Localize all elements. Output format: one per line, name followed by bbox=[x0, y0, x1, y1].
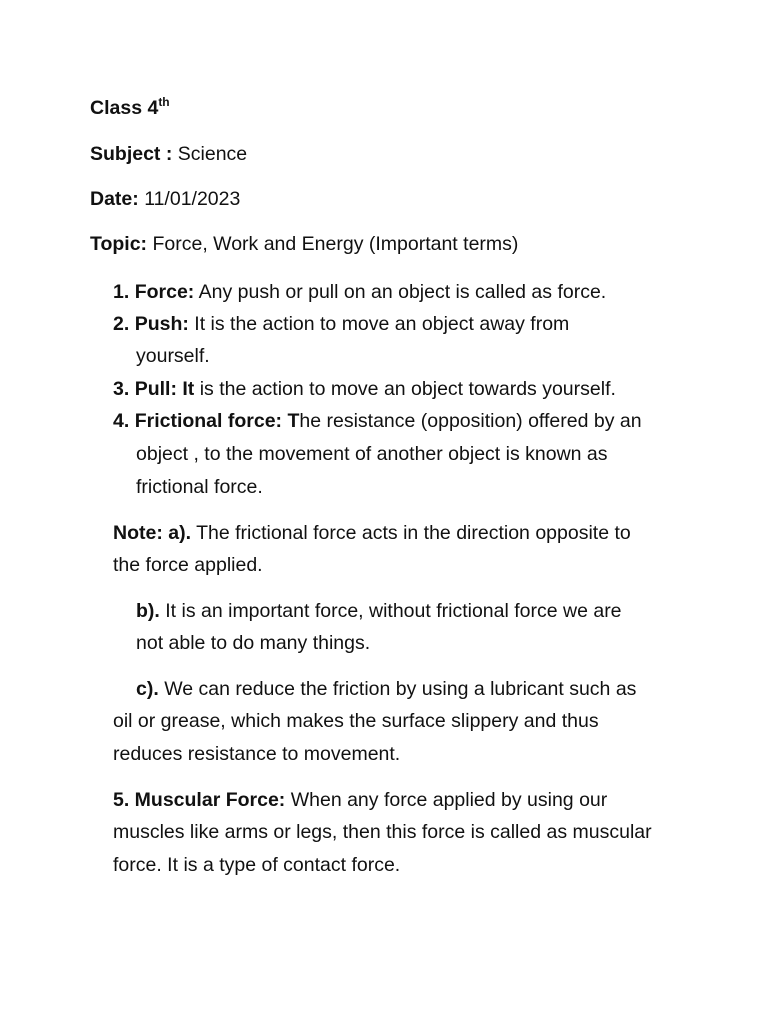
subject-label: Subject : bbox=[90, 143, 173, 165]
item-term: Pull: It bbox=[134, 378, 195, 400]
class-line bbox=[90, 96, 170, 120]
item-term: Force: bbox=[134, 281, 195, 303]
item-text: Any push or pull on an object is called as force. bbox=[198, 281, 607, 303]
item-term: Frictional force: T bbox=[134, 410, 300, 432]
note-b-text: It is an important force, without frictional force we are bbox=[165, 600, 622, 622]
date-label: Date: bbox=[90, 188, 139, 210]
item-number: 3. bbox=[113, 378, 130, 400]
muscular-continuation: muscles like arms or legs, then this force is called as muscular bbox=[113, 821, 652, 843]
subject-line bbox=[90, 142, 247, 166]
topic-line bbox=[90, 232, 518, 256]
item-number: 1. bbox=[113, 281, 130, 303]
item-term: Push: bbox=[134, 313, 189, 335]
date-value: 11/01/2023 bbox=[144, 188, 241, 210]
list-item-frictional-force bbox=[113, 409, 642, 433]
note-a-label: Note: a). bbox=[113, 522, 191, 544]
note-c-label: c). bbox=[136, 678, 159, 700]
muscular-text: When any force applied by using our bbox=[290, 789, 608, 811]
topic-label: Topic: bbox=[90, 233, 148, 255]
item-text-continuation: yourself. bbox=[136, 345, 210, 367]
note-a bbox=[113, 521, 631, 545]
topic-value: Force, Work and Energy (Important terms) bbox=[152, 233, 519, 255]
list-item-force bbox=[113, 280, 606, 304]
item-text-continuation: frictional force. bbox=[136, 476, 263, 498]
item-text: is the action to move an object towards yourself. bbox=[199, 378, 616, 400]
note-b bbox=[136, 599, 622, 623]
note-b-continuation: not able to do many things. bbox=[136, 632, 371, 654]
list-item-muscular-force bbox=[113, 788, 607, 812]
note-a-continuation: the force applied. bbox=[113, 554, 263, 576]
item-number: 4. bbox=[113, 410, 130, 432]
list-item-push bbox=[113, 312, 569, 336]
item-number: 2. bbox=[113, 313, 130, 335]
note-c-text: We can reduce the friction by using a lubricant such as bbox=[164, 678, 637, 700]
list-item-pull bbox=[113, 377, 616, 401]
class-label: Class 4 bbox=[90, 97, 159, 119]
item-text: It is the action to move an object away from bbox=[194, 313, 570, 335]
muscular-continuation: force. It is a type of contact force. bbox=[113, 854, 401, 876]
note-c-continuation: oil or grease, which makes the surface slippery and thus bbox=[113, 710, 599, 732]
note-a-text: The frictional force acts in the direction opposite to bbox=[196, 522, 631, 544]
item-text-continuation: object , to the movement of another object is known as bbox=[136, 443, 608, 465]
subject-value: Science bbox=[177, 143, 248, 165]
note-c-continuation: reduces resistance to movement. bbox=[113, 743, 401, 765]
class-superscript: th bbox=[158, 95, 170, 109]
muscular-label: 5. Muscular Force: bbox=[113, 789, 286, 811]
note-c bbox=[136, 677, 636, 701]
note-b-label: b). bbox=[136, 600, 160, 622]
date-line bbox=[90, 187, 240, 211]
item-text: he resistance (opposition) offered by an bbox=[299, 410, 642, 432]
